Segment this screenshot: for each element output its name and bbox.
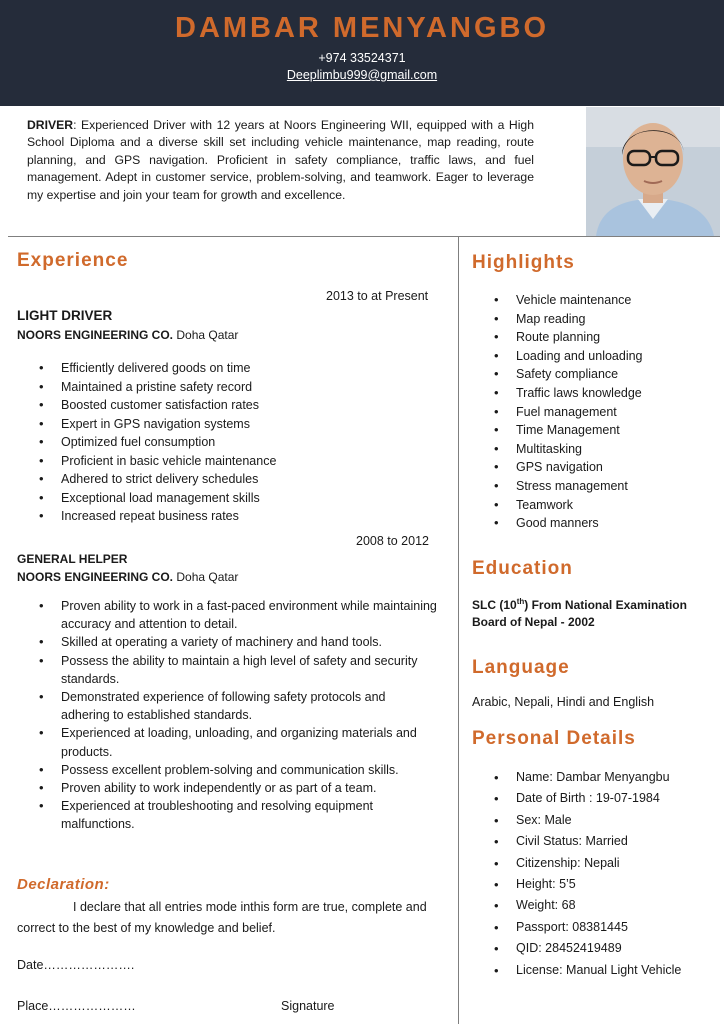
list-item: • Experienced at loading, unloading, and organizing materials and products.: [17, 724, 437, 760]
education-line-2: Board of Nepal - 2002: [472, 615, 595, 629]
highlights-heading: Highlights: [472, 252, 575, 273]
list-item: • Map reading: [472, 310, 712, 329]
declaration-text: I declare that all entries mode inthis form are true, complete and correct to the best of my knowledge and belief.: [17, 900, 427, 935]
job-2-role: GENERAL HELPER: [17, 552, 128, 566]
job-2-location: Doha Qatar: [173, 570, 239, 584]
list-item: • Fuel management: [472, 403, 712, 422]
education-institution: ) From National Examination: [524, 598, 687, 612]
education-heading: Education: [472, 558, 573, 579]
list-item: • Proven ability to work independently or as part of a team.: [17, 779, 437, 797]
summary-lead: DRIVER: [27, 118, 74, 132]
list-item: • GPS navigation: [472, 458, 712, 477]
list-item: • Time Management: [472, 421, 712, 440]
list-item: • Expert in GPS navigation systems: [17, 415, 437, 434]
list-item: • Possess excellent problem-solving and communication skills.: [17, 761, 437, 779]
list-item: • Optimized fuel consumption: [17, 433, 437, 452]
list-item: • Safety compliance: [472, 365, 712, 384]
declaration-date: Date………………….: [17, 958, 135, 972]
email-link[interactable]: Deeplimbu999@gmail.com: [286, 68, 438, 82]
list-item: • Traffic laws knowledge: [472, 384, 712, 403]
job-2-bullets: [17, 597, 437, 834]
list-item: • Teamwork: [472, 496, 712, 515]
experience-heading: Experience: [17, 250, 129, 271]
list-item: • Experienced at troubleshooting and resolving equipment malfunctions.: [17, 797, 437, 833]
list-item: • Weight: 68: [472, 895, 718, 916]
list-item: • Adhered to strict delivery schedules: [17, 470, 437, 489]
education-degree-sup: th: [516, 597, 525, 606]
column-divider: [458, 236, 459, 1024]
list-item: • Demonstrated experience of following safety protocols and adhering to established standards.: [17, 688, 437, 724]
summary-text: : Experienced Driver with 12 years at Noors Engineering WII, equipped with a High School Diploma and a diverse skill set including vehicle maintenance, map reading, route planning, and GPS navigation. Proficient in safety compliance, traffic laws, and fuel management. Adept in customer service, problem-solving, and teamwork. Eager to leverage my expertise and join your team for growth and excellence.: [27, 118, 534, 202]
education-degree: SLC (10: [472, 598, 517, 612]
list-item: • Maintained a pristine safety record: [17, 378, 437, 397]
list-item: • Increased repeat business rates: [17, 507, 437, 526]
list-item: • Vehicle maintenance: [472, 291, 712, 310]
list-item: • Exceptional load management skills: [17, 489, 437, 508]
list-item: • Loading and unloading: [472, 347, 712, 366]
list-item: • License: Manual Light Vehicle: [472, 960, 718, 981]
personal-details-list: [472, 767, 718, 981]
list-item: • Skilled at operating a variety of machinery and hand tools.: [17, 633, 437, 651]
list-item: • Good manners: [472, 514, 712, 533]
profile-photo-image: [586, 107, 720, 236]
list-item: • QID: 28452419489: [472, 938, 718, 959]
list-item: • Name: Dambar Menyangbu: [472, 767, 718, 788]
list-item: • Route planning: [472, 328, 712, 347]
education-line-1: [472, 597, 687, 612]
list-item: • Multitasking: [472, 440, 712, 459]
declaration-signature: Signature: [281, 999, 335, 1013]
job-1-location: Doha Qatar: [173, 328, 239, 342]
list-item: • Stress management: [472, 477, 712, 496]
candidate-name: DAMBAR MENYANGBO: [175, 12, 549, 44]
resume-header: [0, 0, 724, 106]
profile-summary: [27, 117, 534, 204]
job-2-company: NOORS ENGINEERING CO.: [17, 570, 174, 584]
list-item: • Boosted customer satisfaction rates: [17, 396, 437, 415]
job-2-dates: 2008 to 2012: [356, 534, 429, 548]
profile-photo: [586, 107, 720, 236]
job-1-bullets: [17, 359, 437, 526]
list-item: • Passport: 08381445: [472, 917, 718, 938]
job-1-dates: 2013 to at Present: [326, 289, 429, 303]
highlights-list: [472, 291, 712, 533]
phone-number: +974 33524371: [318, 51, 406, 65]
list-item: • Efficiently delivered goods on time: [17, 359, 437, 378]
job-1-company-line: [17, 328, 238, 342]
personal-details-heading: Personal Details: [472, 728, 636, 749]
job-1-company: NOORS ENGINEERING CO.: [17, 328, 174, 342]
list-item: • Date of Birth : 19-07-1984: [472, 788, 718, 809]
list-item: • Civil Status: Married: [472, 831, 718, 852]
list-item: • Citizenship: Nepali: [472, 853, 718, 874]
list-item: • Height: 5’5: [472, 874, 718, 895]
list-item: • Sex: Male: [472, 810, 718, 831]
language-text: Arabic, Nepali, Hindi and English: [472, 695, 655, 709]
language-heading: Language: [472, 657, 570, 678]
header-divider: [8, 236, 720, 237]
declaration-place: Place…………………: [17, 999, 136, 1013]
list-item: • Proficient in basic vehicle maintenance: [17, 452, 437, 471]
list-item: • Proven ability to work in a fast-paced environment while maintaining accuracy and attention to detail.: [17, 597, 437, 633]
job-1-role: LIGHT DRIVER: [17, 308, 113, 323]
job-2-company-line: [17, 570, 238, 584]
declaration-heading: Declaration:: [17, 876, 110, 893]
list-item: • Possess the ability to maintain a high level of safety and security standards.: [17, 652, 437, 688]
